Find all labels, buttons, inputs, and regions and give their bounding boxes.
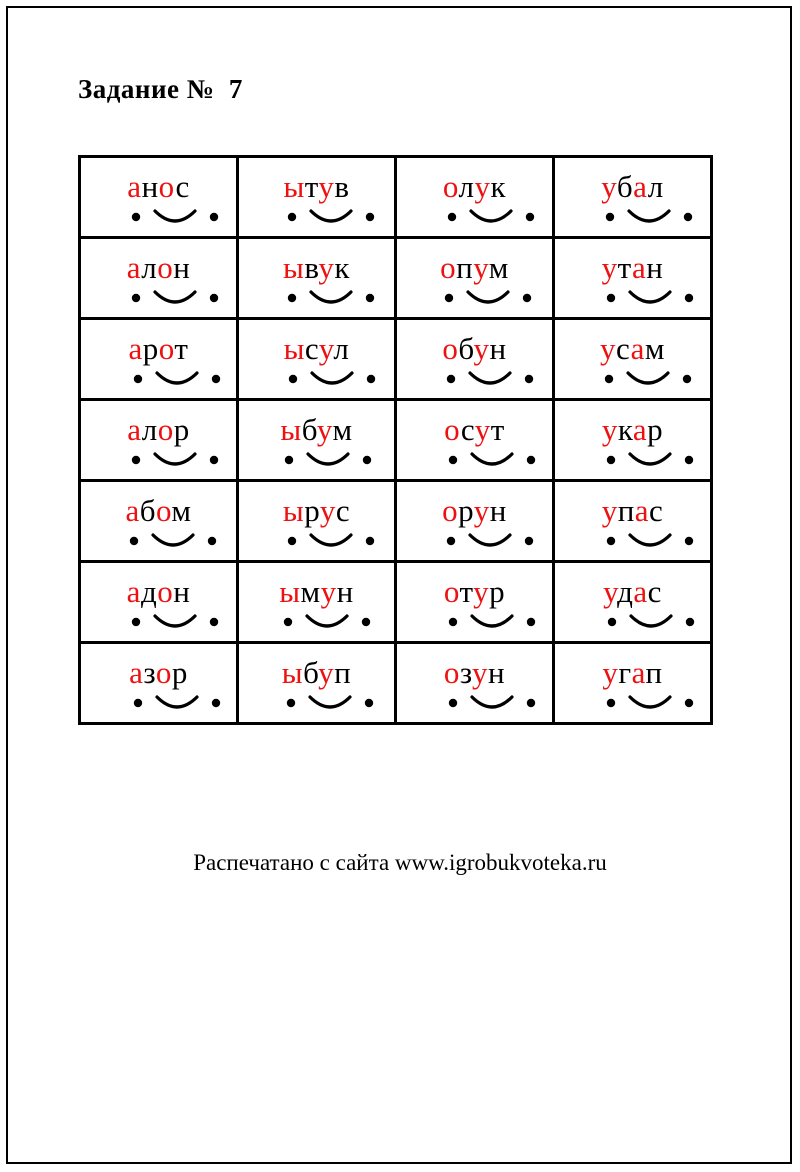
syllable-word: упас	[601, 492, 664, 528]
syllable-word: ысул	[283, 330, 350, 366]
syllable-cell-inner	[602, 654, 663, 710]
syllable-cell-inner	[125, 492, 192, 548]
sound-scheme-marks	[125, 529, 191, 549]
syllable-cell[interactable]	[80, 157, 238, 238]
sound-scheme-marks	[444, 448, 505, 468]
syllable-word: опум	[440, 249, 509, 285]
syllable-cell-inner	[128, 330, 189, 386]
syllable-word: адон	[126, 573, 191, 609]
sound-scheme-marks	[284, 367, 350, 387]
table-row	[80, 643, 712, 724]
table-row	[80, 400, 712, 481]
syllable-word: абом	[125, 492, 192, 528]
syllable-word: орун	[442, 492, 507, 528]
syllable-word: ымун	[279, 573, 354, 609]
syllable-cell-inner	[127, 168, 190, 224]
syllable-cell-inner	[442, 168, 507, 224]
syllable-cell-inner	[603, 573, 662, 629]
syllable-word: укар	[601, 411, 664, 447]
sound-scheme-marks	[129, 691, 188, 711]
syllable-cell[interactable]	[238, 400, 396, 481]
syllable-cell[interactable]	[80, 319, 238, 400]
sound-scheme-marks	[129, 367, 189, 387]
syllable-cell[interactable]	[80, 238, 238, 319]
syllable-cell[interactable]	[238, 643, 396, 724]
sound-scheme-marks	[127, 610, 191, 630]
syllable-word: алон	[126, 249, 191, 285]
sound-scheme-marks	[602, 691, 662, 711]
syllable-cell[interactable]	[396, 319, 554, 400]
syllable-word: утан	[601, 249, 664, 285]
syllable-cell-inner	[442, 330, 507, 386]
sound-scheme-marks	[283, 529, 350, 549]
table-row	[80, 238, 712, 319]
sound-scheme-marks	[602, 448, 663, 468]
syllable-word: алор	[127, 411, 190, 447]
syllable-word: ытув	[283, 168, 350, 204]
syllable-cell-inner	[129, 654, 188, 710]
syllable-cell[interactable]	[554, 157, 712, 238]
syllable-cell[interactable]	[396, 238, 554, 319]
syllable-cell-inner	[280, 411, 353, 467]
syllable-word: ырус	[282, 492, 351, 528]
syllable-cell-inner	[599, 330, 666, 386]
syllable-word: ыбуп	[281, 654, 352, 690]
syllable-cell[interactable]	[554, 643, 712, 724]
syllable-cell[interactable]	[238, 238, 396, 319]
sound-scheme-marks	[282, 691, 352, 711]
syllable-cell[interactable]	[80, 481, 238, 562]
syllable-cell[interactable]	[80, 562, 238, 643]
syllable-cell[interactable]	[80, 400, 238, 481]
syllable-cell-inner	[601, 168, 664, 224]
syllable-cell[interactable]	[396, 562, 554, 643]
page-title: Задание № 7	[78, 74, 243, 104]
syllable-word: угап	[602, 654, 663, 690]
sound-scheme-marks	[601, 205, 663, 225]
syllable-cell-inner	[440, 249, 509, 305]
syllable-cell[interactable]	[238, 562, 396, 643]
sound-scheme-marks	[602, 529, 664, 549]
syllable-word: осут	[444, 411, 505, 447]
sound-scheme-marks	[127, 205, 189, 225]
syllable-cell-inner	[442, 492, 507, 548]
sound-scheme-marks	[440, 286, 509, 306]
syllable-cell[interactable]	[396, 643, 554, 724]
sound-scheme-marks	[443, 205, 506, 225]
footer-credit: Распечатано с сайта www.igrobukvoteka.ru	[193, 850, 607, 875]
table-row	[80, 157, 712, 238]
syllable-cell-inner	[443, 654, 506, 710]
table-row	[80, 319, 712, 400]
syllable-cell-inner	[283, 168, 350, 224]
syllable-word: анос	[127, 168, 190, 204]
sound-scheme-marks	[279, 610, 354, 630]
sound-scheme-marks	[283, 286, 350, 306]
syllable-cell-inner	[279, 573, 354, 629]
sound-scheme-marks	[603, 610, 662, 630]
sound-scheme-marks	[442, 529, 507, 549]
syllable-word: олук	[442, 168, 507, 204]
syllable-word: ывук	[283, 249, 350, 285]
syllable-cell[interactable]	[396, 481, 554, 562]
syllable-cell[interactable]	[238, 319, 396, 400]
syllable-word: усам	[599, 330, 666, 366]
syllable-cell[interactable]	[80, 643, 238, 724]
syllable-cell-inner	[601, 492, 664, 548]
syllable-cell-inner	[126, 573, 191, 629]
syllable-word: удас	[603, 573, 662, 609]
syllable-cell[interactable]	[238, 481, 396, 562]
syllable-cell-inner	[443, 573, 506, 629]
syllable-cell-inner	[444, 411, 505, 467]
syllable-word: азор	[129, 654, 188, 690]
sound-scheme-marks	[444, 691, 505, 711]
syllable-cell[interactable]	[396, 157, 554, 238]
sound-scheme-marks	[600, 367, 665, 387]
syllable-cell[interactable]	[554, 238, 712, 319]
sound-scheme-marks	[442, 367, 506, 387]
syllable-cell-inner	[601, 249, 664, 305]
syllable-word: отур	[443, 573, 506, 609]
syllable-cell[interactable]	[396, 400, 554, 481]
sound-scheme-marks	[602, 286, 664, 306]
syllable-cell[interactable]	[554, 400, 712, 481]
sound-scheme-marks	[127, 448, 190, 468]
syllable-word: арот	[128, 330, 189, 366]
syllable-cell[interactable]	[238, 157, 396, 238]
sound-scheme-marks	[127, 286, 191, 306]
sound-scheme-marks	[444, 610, 505, 630]
syllable-cell-inner	[281, 654, 352, 710]
syllable-cell-inner	[282, 492, 351, 548]
syllable-cell[interactable]	[554, 481, 712, 562]
syllable-cell[interactable]	[554, 562, 712, 643]
table-row	[80, 562, 712, 643]
syllable-word: обун	[442, 330, 507, 366]
syllable-word: убал	[601, 168, 664, 204]
sound-scheme-marks	[280, 448, 352, 468]
syllable-word: ыбум	[280, 411, 353, 447]
syllable-word: озун	[443, 654, 506, 690]
sound-scheme-marks	[283, 205, 349, 225]
syllable-cell-inner	[127, 411, 190, 467]
syllable-cell-inner	[601, 411, 664, 467]
syllable-cell-inner	[283, 249, 350, 305]
syllable-cell-inner	[126, 249, 191, 305]
table-row	[80, 481, 712, 562]
syllable-grid	[78, 155, 713, 725]
syllable-cell-inner	[283, 330, 350, 386]
syllable-cell[interactable]	[554, 319, 712, 400]
